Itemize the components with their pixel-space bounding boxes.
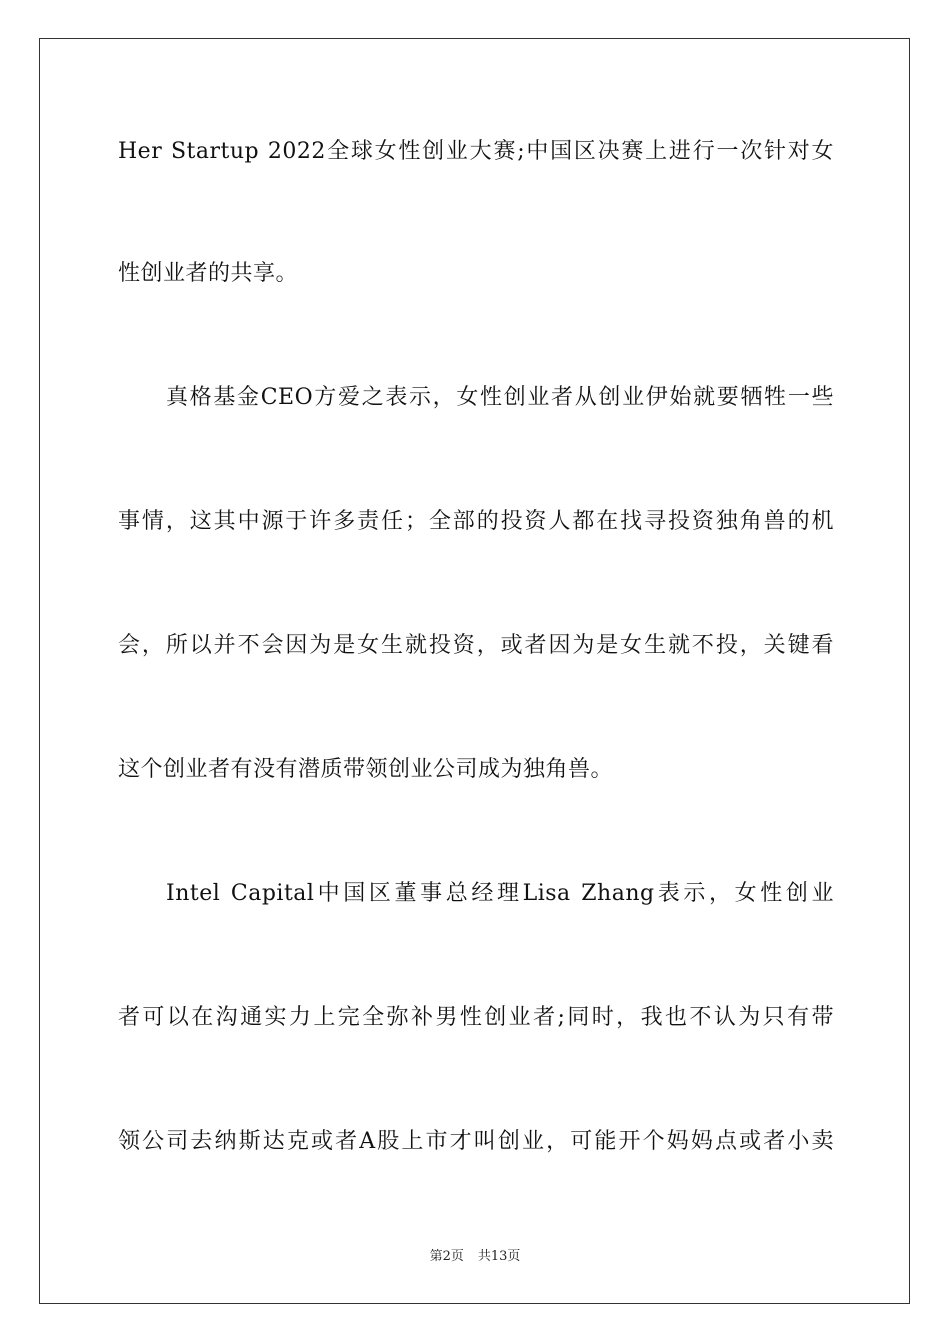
paragraph-line: Her Startup 2022全球女性创业大赛;中国区决赛上进行一次针对女: [118, 139, 834, 164]
page-total: 共13页: [477, 1249, 521, 1264]
page-border: [39, 38, 910, 1304]
paragraph-line: 真格基金CEO方爱之表示，女性创业者从创业伊始就要牺牲一些: [166, 385, 834, 410]
paragraph-line: 会，所以并不会因为是女生就投资，或者因为是女生就不投，关键看: [118, 633, 834, 658]
paragraph-line: Intel Capital中国区董事总经理Lisa Zhang表示，女性创业: [166, 881, 834, 906]
paragraph-line: 领公司去纳斯达克或者A股上市才叫创业，可能开个妈妈点或者小卖: [118, 1129, 834, 1154]
paragraph-line: 者可以在沟通实力上完全弥补男性创业者;同时，我也不认为只有带: [118, 1005, 834, 1030]
page-number: 第2页: [429, 1249, 464, 1264]
paragraph-line: 事情，这其中源于许多责任；全部的投资人都在找寻投资独角兽的机: [118, 509, 834, 534]
paragraph-line: 性创业者的共享。: [118, 261, 299, 286]
paragraph-line: 这个创业者有没有潜质带领创业公司成为独角兽。: [118, 757, 614, 782]
page-footer: [0, 1248, 950, 1266]
